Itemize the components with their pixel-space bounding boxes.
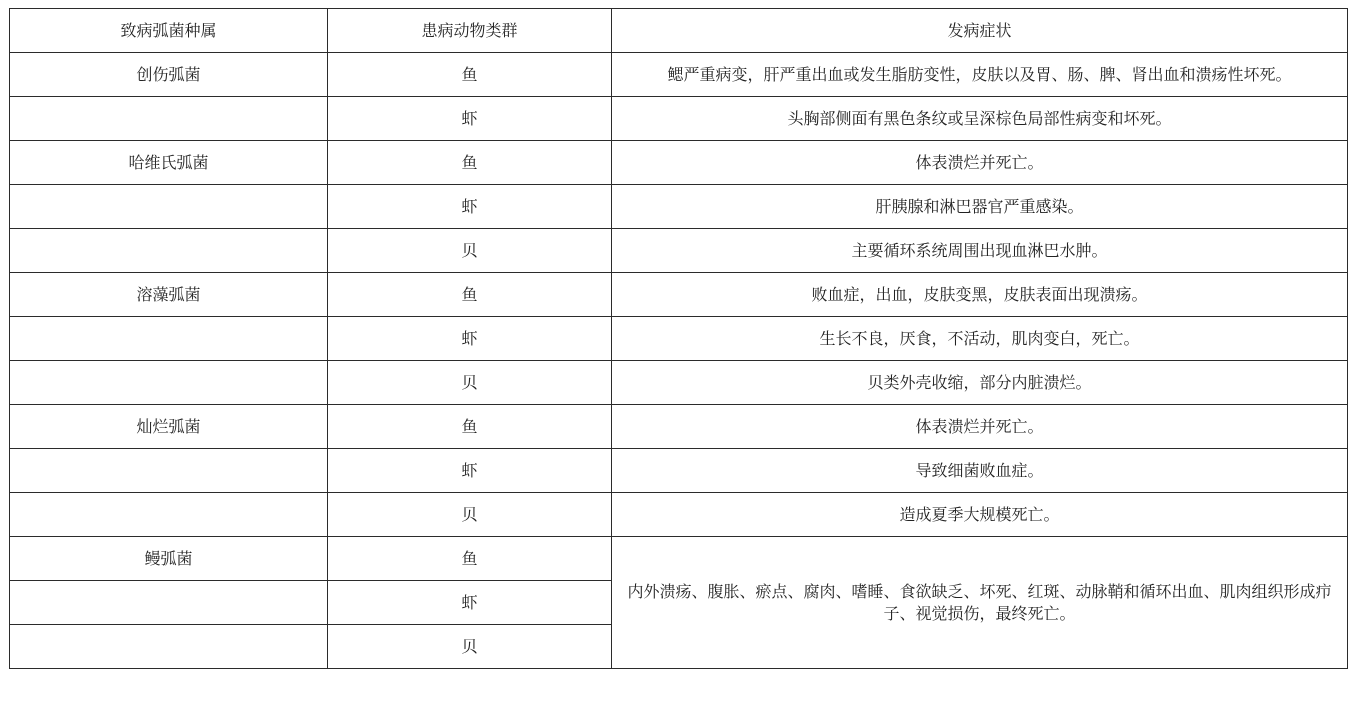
- species-cell: [10, 185, 328, 229]
- animal-cell: 虾: [328, 581, 612, 625]
- animal-cell: 鱼: [328, 273, 612, 317]
- animal-cell: 虾: [328, 317, 612, 361]
- species-cell: 灿烂弧菌: [10, 405, 328, 449]
- table-row: [10, 405, 1348, 449]
- animal-cell: 贝: [328, 493, 612, 537]
- table-row: [10, 185, 1348, 229]
- symptom-cell: 生长不良，厌食，不活动，肌肉变白，死亡。: [612, 317, 1348, 361]
- symptom-cell: 造成夏季大规模死亡。: [612, 493, 1348, 537]
- table-row: [10, 273, 1348, 317]
- species-cell: [10, 581, 328, 625]
- header-symptoms: 发病症状: [612, 9, 1348, 53]
- table-row: [10, 493, 1348, 537]
- table-row: [10, 229, 1348, 273]
- animal-cell: 鱼: [328, 405, 612, 449]
- species-cell: [10, 229, 328, 273]
- animal-cell: 贝: [328, 229, 612, 273]
- species-cell: [10, 493, 328, 537]
- species-cell: [10, 317, 328, 361]
- header-animal-group: 患病动物类群: [328, 9, 612, 53]
- table-row: [10, 141, 1348, 185]
- table-row: [10, 361, 1348, 405]
- animal-cell: 鱼: [328, 537, 612, 581]
- animal-cell: 虾: [328, 185, 612, 229]
- symptom-cell: 贝类外壳收缩，部分内脏溃烂。: [612, 361, 1348, 405]
- animal-cell: 虾: [328, 97, 612, 141]
- animal-cell: 鱼: [328, 141, 612, 185]
- table-header-row: [10, 9, 1348, 53]
- header-species: 致病弧菌种属: [10, 9, 328, 53]
- species-cell: 鳗弧菌: [10, 537, 328, 581]
- symptom-cell: 体表溃烂并死亡。: [612, 405, 1348, 449]
- vibrio-disease-table: [9, 8, 1348, 669]
- species-cell: 创伤弧菌: [10, 53, 328, 97]
- animal-cell: 鱼: [328, 53, 612, 97]
- table-container: [9, 8, 1348, 669]
- species-cell: 溶藻弧菌: [10, 273, 328, 317]
- animal-cell: 贝: [328, 361, 612, 405]
- species-cell: 哈维氏弧菌: [10, 141, 328, 185]
- symptom-cell: 头胸部侧面有黑色条纹或呈深棕色局部性病变和坏死。: [612, 97, 1348, 141]
- animal-cell: 贝: [328, 625, 612, 669]
- symptom-cell: 鳃严重病变，肝严重出血或发生脂肪变性，皮肤以及胃、肠、脾、肾出血和溃疡性坏死。: [612, 53, 1348, 97]
- species-cell: [10, 625, 328, 669]
- symptom-cell-merged: 内外溃疡、腹胀、瘀点、腐肉、嗜睡、食欲缺乏、坏死、红斑、动脉鞘和循环出血、肌肉组织形成疖子、视觉损伤，最终死亡。: [612, 537, 1348, 669]
- animal-cell: 虾: [328, 449, 612, 493]
- symptom-cell: 主要循环系统周围出现血淋巴水肿。: [612, 229, 1348, 273]
- symptom-cell: 败血症，出血，皮肤变黑，皮肤表面出现溃疡。: [612, 273, 1348, 317]
- species-cell: [10, 97, 328, 141]
- symptom-cell: 导致细菌败血症。: [612, 449, 1348, 493]
- table-row: [10, 53, 1348, 97]
- table-row: [10, 317, 1348, 361]
- table-row: [10, 537, 1348, 581]
- symptom-cell: 肝胰腺和淋巴器官严重感染。: [612, 185, 1348, 229]
- symptom-cell: 体表溃烂并死亡。: [612, 141, 1348, 185]
- species-cell: [10, 449, 328, 493]
- species-cell: [10, 361, 328, 405]
- table-row: [10, 449, 1348, 493]
- table-row: [10, 97, 1348, 141]
